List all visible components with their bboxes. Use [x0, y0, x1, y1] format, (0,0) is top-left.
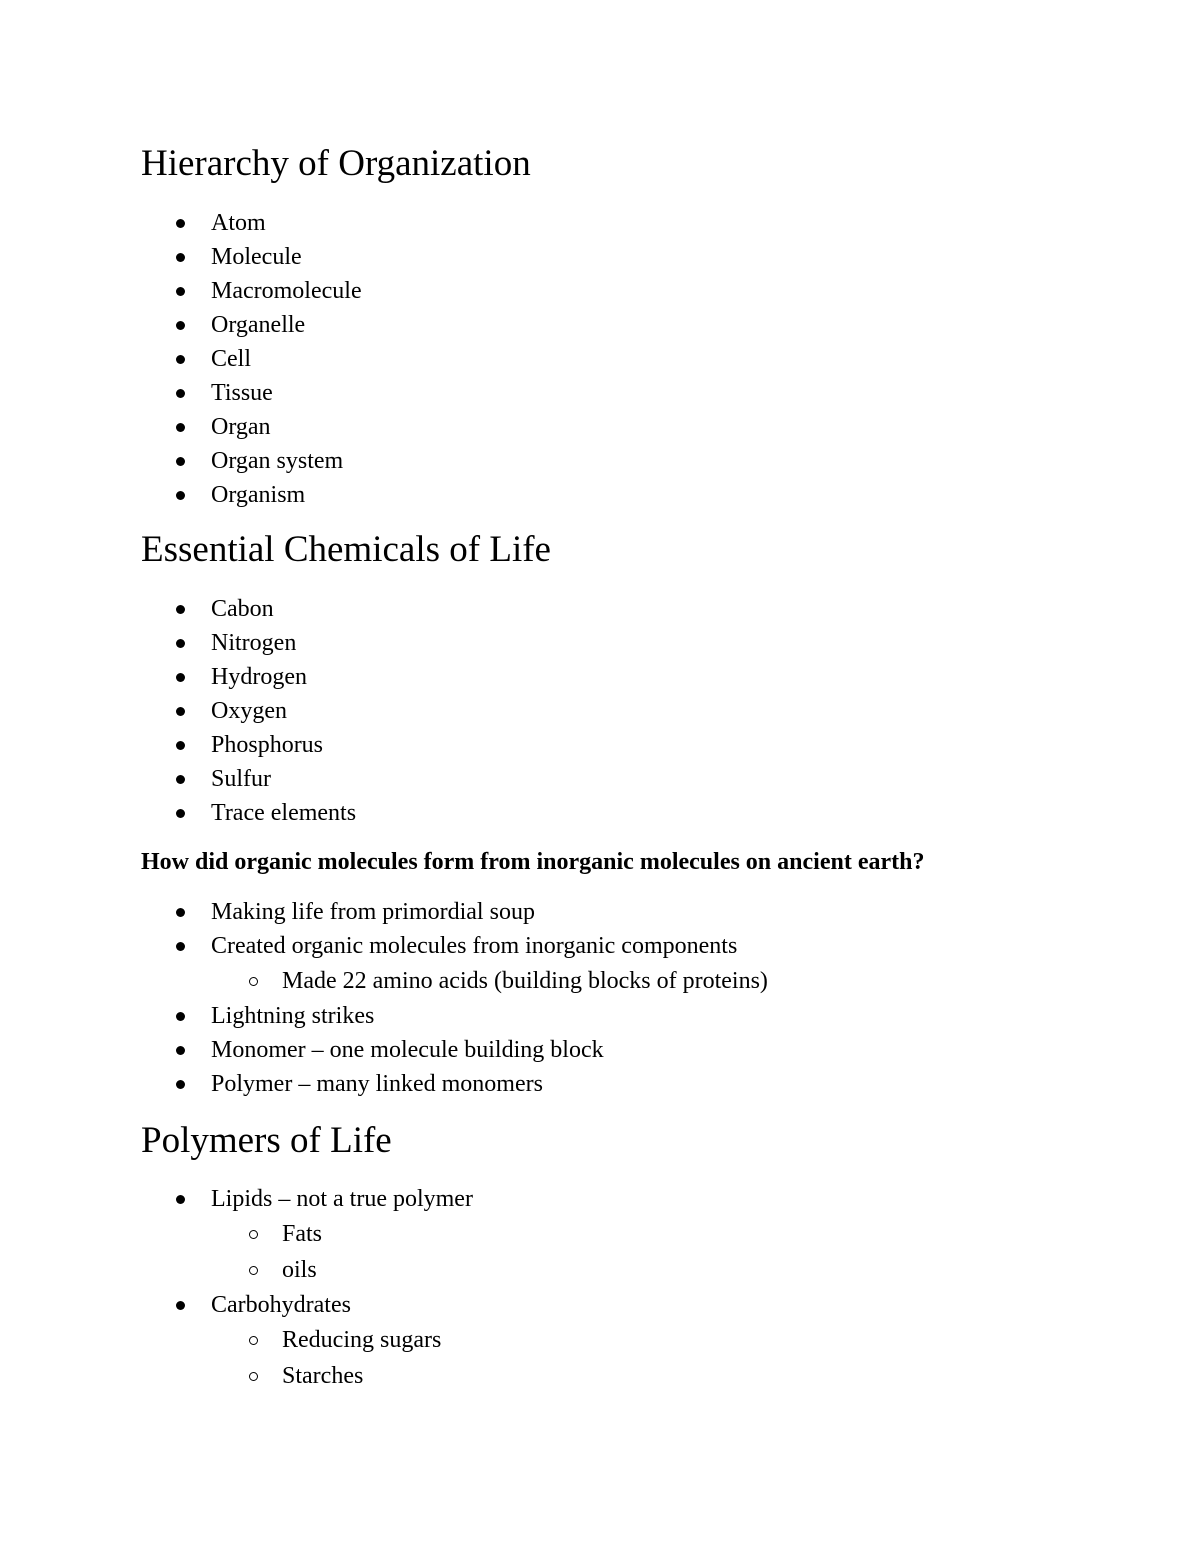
bullet-icon [176, 287, 185, 296]
heading-hierarchy-of-organization: Hierarchy of Organization [141, 143, 531, 184]
list-item: Organism [0, 478, 362, 512]
bullet-icon [176, 491, 185, 500]
sub-list-item: Made 22 amino acids (building blocks of proteins) [0, 963, 768, 999]
circle-bullet-icon [249, 1266, 258, 1275]
heading-polymers-of-life: Polymers of Life [141, 1120, 392, 1161]
list-item: Making life from primordial soup [0, 895, 768, 929]
heading-essential-chemicals-of-life: Essential Chemicals of Life [141, 529, 551, 570]
circle-bullet-icon [249, 977, 258, 986]
circle-bullet-icon [249, 1372, 258, 1381]
list-item: Trace elements [0, 796, 356, 830]
list-item: Organ [0, 410, 362, 444]
list-item: Lightning strikes [0, 999, 768, 1033]
bullet-icon [176, 605, 185, 614]
list-item: Molecule [0, 240, 362, 274]
list-item: Macromolecule [0, 274, 362, 308]
bullet-icon [176, 1046, 185, 1055]
list-item: Lipids – not a true polymer [0, 1182, 473, 1216]
sub-list-item: Reducing sugars [0, 1322, 473, 1358]
list-item: Nitrogen [0, 626, 356, 660]
list-item: Hydrogen [0, 660, 356, 694]
circle-bullet-icon [249, 1336, 258, 1345]
bullet-icon [176, 1195, 185, 1204]
list-item: Created organic molecules from inorganic components [0, 929, 768, 963]
question-list [0, 895, 768, 1101]
circle-bullet-icon [249, 1230, 258, 1239]
hierarchy-list [0, 206, 362, 512]
bullet-icon [176, 942, 185, 951]
question-heading: How did organic molecules form from inorganic molecules on ancient earth? [141, 849, 925, 875]
bullet-icon [176, 253, 185, 262]
sub-list-item: Fats [0, 1216, 473, 1252]
list-item: Sulfur [0, 762, 356, 796]
bullet-icon [176, 1012, 185, 1021]
list-item: Cabon [0, 592, 356, 626]
list-item: Monomer – one molecule building block [0, 1033, 768, 1067]
list-item: Organelle [0, 308, 362, 342]
list-item: Polymer – many linked monomers [0, 1067, 768, 1101]
bullet-icon [176, 1301, 185, 1310]
bullet-icon [176, 707, 185, 716]
list-item: Organ system [0, 444, 362, 478]
list-item: Atom [0, 206, 362, 240]
bullet-icon [176, 908, 185, 917]
list-item: Cell [0, 342, 362, 376]
bullet-icon [176, 741, 185, 750]
list-item: Phosphorus [0, 728, 356, 762]
bullet-icon [176, 321, 185, 330]
bullet-icon [176, 673, 185, 682]
list-item: Carbohydrates [0, 1288, 473, 1322]
bullet-icon [176, 457, 185, 466]
bullet-icon [176, 355, 185, 364]
sub-list-item: oils [0, 1252, 473, 1288]
bullet-icon [176, 423, 185, 432]
sub-list-item: Starches [0, 1358, 473, 1394]
polymers-list [0, 1182, 473, 1394]
bullet-icon [176, 219, 185, 228]
bullet-icon [176, 1080, 185, 1089]
bullet-icon [176, 809, 185, 818]
chemicals-list [0, 592, 356, 830]
bullet-icon [176, 389, 185, 398]
bullet-icon [176, 639, 185, 648]
list-item: Tissue [0, 376, 362, 410]
bullet-icon [176, 775, 185, 784]
list-item: Oxygen [0, 694, 356, 728]
